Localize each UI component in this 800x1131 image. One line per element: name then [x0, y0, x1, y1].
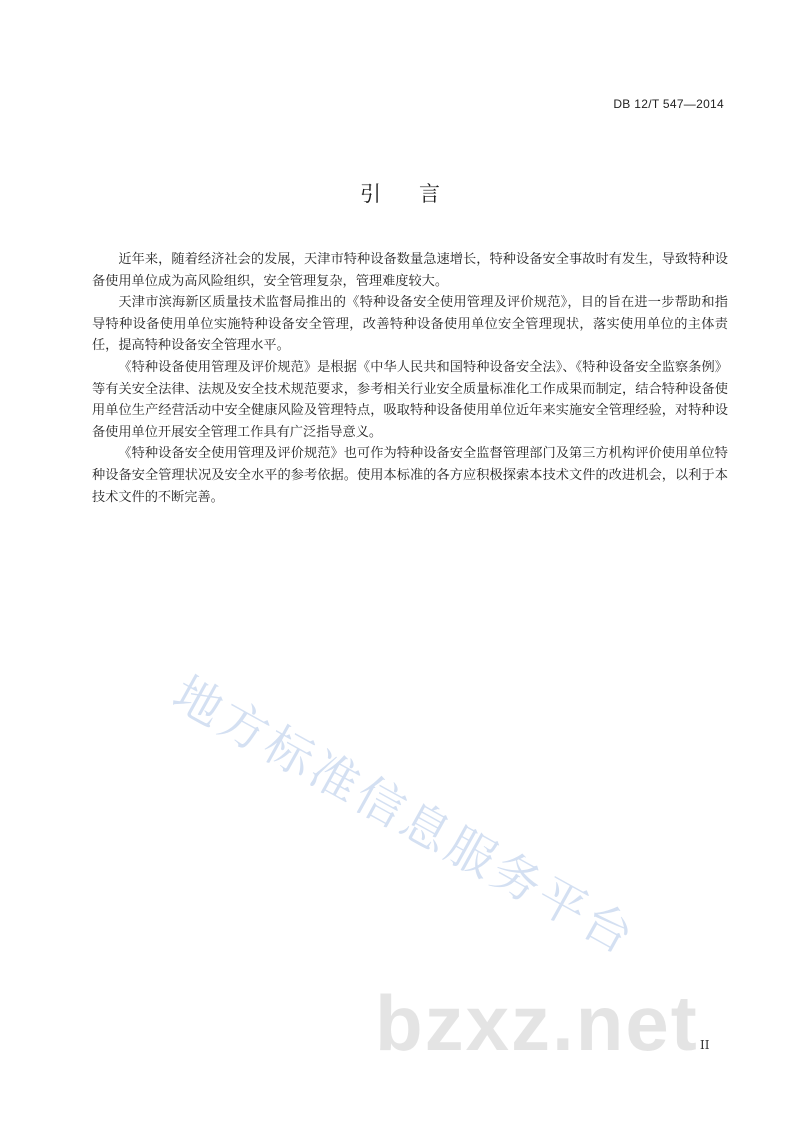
site-watermark: bzxz.net	[375, 979, 699, 1067]
page-title: 引言	[360, 182, 478, 206]
document-code: DB 12/T 547—2014	[613, 97, 724, 111]
paragraph-4: 《特种设备安全使用管理及评价规范》也可作为特种设备安全监督管理部门及第三方机构评价使用单位特种设备安全管理状况及安全水平的参考依据。使用本标准的各方应积极探索本技术文件的改进机会，以利于本技术文件的不断完善。	[92, 446, 728, 505]
foreword-body	[92, 249, 728, 508]
page-number: II	[700, 1038, 710, 1052]
platform-watermark: 地方标准信息服务平台	[163, 665, 646, 967]
paragraph-2: 天津市滨海新区质量技术监督局推出的《特种设备安全使用管理及评价规范》，目的旨在进一步帮助和指导特种设备使用单位实施特种设备安全管理，改善特种设备使用单位安全管理现状，落实使用单位的主体责任，提高特种设备安全管理水平。	[92, 295, 728, 354]
paragraph-1: 近年来，随着经济社会的发展，天津市特种设备数量急速增长，特种设备安全事故时有发生，导致特种设备使用单位成为高风险组织，安全管理复杂，管理难度较大。	[92, 252, 728, 289]
paragraph-3: 《特种设备使用管理及评价规范》是根据《中华人民共和国特种设备安全法》、《特种设备安全监察条例》等有关安全法律、法规及安全技术规范要求，参考相关行业安全质量标准化工作成果而制定，结合特种设备使用单位生产经营活动中安全健康风险及管理特点，吸取特种设备使用单位近年来实施安全管理经验，对特种设备使用单位开展安全管理工作具有广泛指导意义。	[92, 359, 728, 440]
